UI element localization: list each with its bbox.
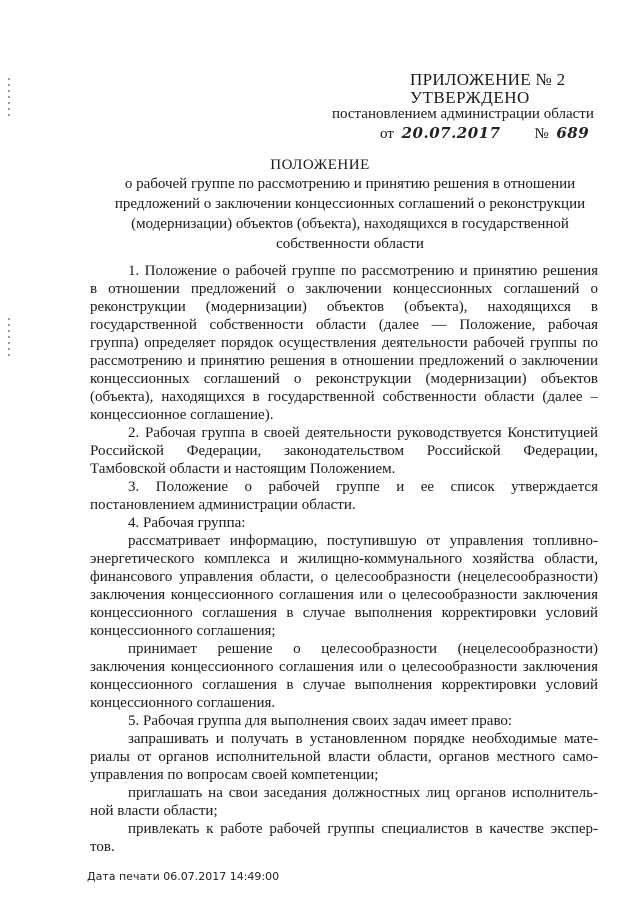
number-label: № [534,126,549,142]
body-line: рассматривает информацию, поступившую от управления топливно- [128,533,598,549]
body-line: группа) определяет порядок осуществления деятельности рабочей группы по [90,335,598,351]
body-line: концессионного соглашения в случае выполнения корректировки условий [90,677,598,693]
decree-label: постановлением администрации области [332,106,594,122]
subtitle-line: предложений о заключении концессионных соглашений о реконструкции [114,196,586,212]
body-line: концессионного соглашения в случае выполнения корректировки условий [90,605,598,621]
subtitle-line: (модернизации) объектов (объекта), находящихся в государственной [131,216,569,232]
subtitle-line: о рабочей группе по рассмотрению и принятию решения в отношении [124,176,576,192]
body-line: приглашать на свои заседания должностных лиц органов исполнитель- [128,785,598,801]
body-line: рассмотрению и принятию решения в отношении предложений о заключении [90,353,598,369]
body-line: государственной собственности области (далее — Положение, рабочая [90,317,598,333]
print-date: Дата печати 06.07.2017 14:49:00 [87,870,280,883]
document-body [90,262,598,856]
body-line: 5. Рабочая группа для выполнения своих задач имеет право: [128,713,513,729]
from-label: от [380,126,394,142]
body-line: 1. Положение о рабочей группе по рассмотрению и принятию решения [128,263,598,279]
body-line: Тамбовской области и настоящим Положением. [90,461,396,477]
body-line: ной власти области; [90,803,218,819]
body-line: управления по вопросам своей компетенции; [90,767,379,783]
body-line: Российской Федерации, законодательством Российской Федерации, [90,443,598,459]
body-line: привлекать к работе рабочей группы специалистов в качестве экспер- [128,821,598,837]
scan-mark [8,78,10,118]
body-line: энергетического комплекса и жилищно-коммунального хозяйства области, [90,551,598,567]
body-line: в отношении предложений о заключении концессионных соглашений о [90,281,598,297]
body-line: принимает решение о целесообразности (нецелесообразности) [128,641,598,657]
body-line: концессионного соглашения; [90,623,276,639]
body-line: реконструкции (модернизации) объектов (объекта), находящихся в [90,299,598,315]
document-subtitle [100,174,600,254]
body-line: 2. Рабочая группа в своей деятельности руководствуется Конституцией [128,425,598,441]
handwritten-date: 20.07.2017 [401,124,501,142]
body-line: финансового управления области, о целесообразности (нецелесообразности) [90,569,598,585]
date-number-line [380,124,589,143]
body-line: концессионных соглашений о реконструкции (модернизации) объектов [90,371,598,387]
body-line: концессионного соглашения. [90,695,276,711]
body-line: 4. Рабочая группа: [128,515,246,531]
appendix-label: ПРИЛОЖЕНИЕ № 2 [410,70,566,89]
body-line: концессионное соглашение). [90,407,274,423]
body-line: запрашивать и получать в установленном порядке необходимые мате- [128,731,598,747]
body-line: тов. [90,839,115,855]
document-title: ПОЛОЖЕНИЕ [270,157,370,173]
body-line: заключения концессионного соглашения или о целесообразности заключения [90,659,598,675]
body-line: заключения концессионного соглашения или о целесообразности заключения [90,587,598,603]
body-line: 3. Положение о рабочей группе и ее список утверждается [128,479,598,495]
body-line: (объекта), находящихся в государственной собственности области (далее – [90,389,598,405]
scan-mark [8,318,10,358]
subtitle-line: собственности области [276,236,424,252]
body-line: постановлением администрации области. [90,497,356,513]
approved-label: УТВЕРЖДЕНО [410,88,530,107]
handwritten-number: 689 [556,124,590,142]
body-line: риалы от органов исполнительной власти области, органов местного само- [90,749,598,765]
